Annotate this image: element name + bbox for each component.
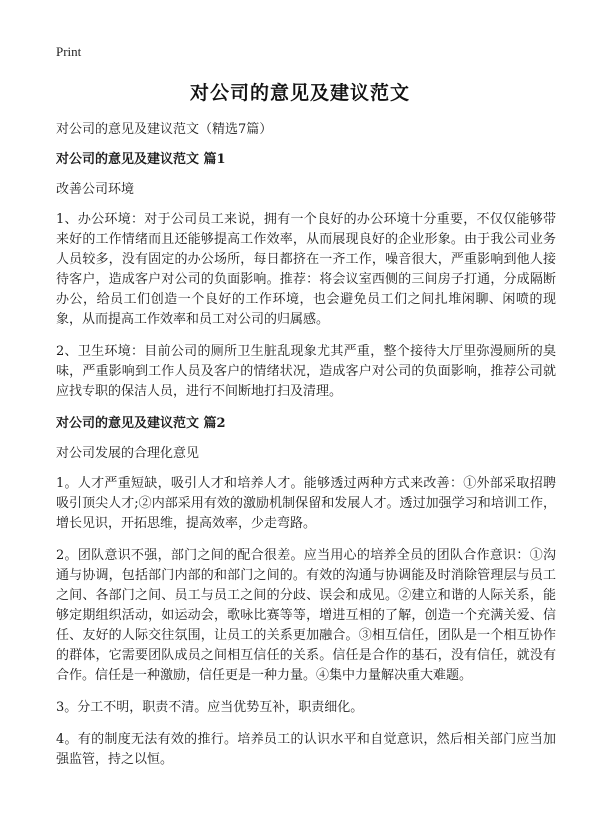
paragraph: 1。人才严重短缺，吸引人才和培养人才。能够透过两种方式来改善：①外部采取招聘吸引顶尖人才;②内部采用有效的激励机制保留和发展人才。透过加强学习和培训工作，增长见识，开拓思维，提高效率，少走弯路。	[56, 476, 556, 531]
paragraph: 3。分工不明，职责不清。应当优势互补，职责细化。	[56, 700, 364, 715]
paragraph: 2。团队意识不强，部门之间的配合很差。应当用心的培养全员的团队合作意识：①沟通与协调，包括部门内部的和部门之间的。有效的沟通与协调能及时消除管理层与员工之间、各部门之间、员工与员工之间的分歧、误会和成见。②建立和谐的人际关系，能够定期组织活动，如运动会，歌咏比赛等等，增进互相的了解，创造一个充满关爱、信任、友好的人际交往氛围，让员工的关系更加融合。③相互信任，团队是一个相互协作的群体，它需要团队成员之间相互信任的关系。信任是合作的基石，没有信任，就没有合作。信任是一种激励，信任更是一种力量。④集中力量解决重大难题。	[56, 548, 556, 683]
section-subheading: 改善公司环境	[56, 182, 135, 197]
document-body	[56, 120, 556, 782]
section-subheading: 对公司发展的合理化意见	[56, 446, 200, 461]
section-1	[56, 150, 556, 402]
paragraph: 1、办公环境：对于公司员工来说，拥有一个良好的办公环境十分重要，不仅仅能够带来好的工作情绪而且还能够提高工作效率，从而展现良好的企业形象。由于我公司业务人员较多，没有固定的办公场所，每日都挤在一齐工作，噪音很大，严重影响到他人接待客户，造成客户对公司的负面影响。推荐：将会议室西侧的三间房子打通，分成隔断办公，给员工们创造一个良好的工作环境，也会避免员工们之间扎堆闲聊、闲喷的现象，从而提高工作效率和员工对公司的归属感。	[56, 212, 556, 327]
paragraph: 4。有的制度无法有效的推行。培养员工的认识水平和自觉意识，然后相关部门应当加强监管，持之以恒。	[56, 732, 556, 767]
section-heading: 对公司的意见及建议范文 篇1	[56, 152, 226, 167]
document-subtitle: 对公司的意见及建议范文（精选7篇）	[56, 122, 273, 137]
paragraph: 2、卫生环境：目前公司的厕所卫生脏乱现象尤其严重，整个接待大厅里弥漫厕所的臭味，严重影响到工作人员及客户的情绪状况，造成客户对公司的负面影响，推荐公司就应找专职的保洁人员，进行不间断地打扫及清理。	[56, 344, 556, 399]
section-2	[56, 414, 556, 770]
section-heading: 对公司的意见及建议范文 篇2	[56, 416, 226, 431]
document-title: 对公司的意见及建议范文	[189, 82, 410, 104]
print-label: Print	[56, 44, 82, 59]
